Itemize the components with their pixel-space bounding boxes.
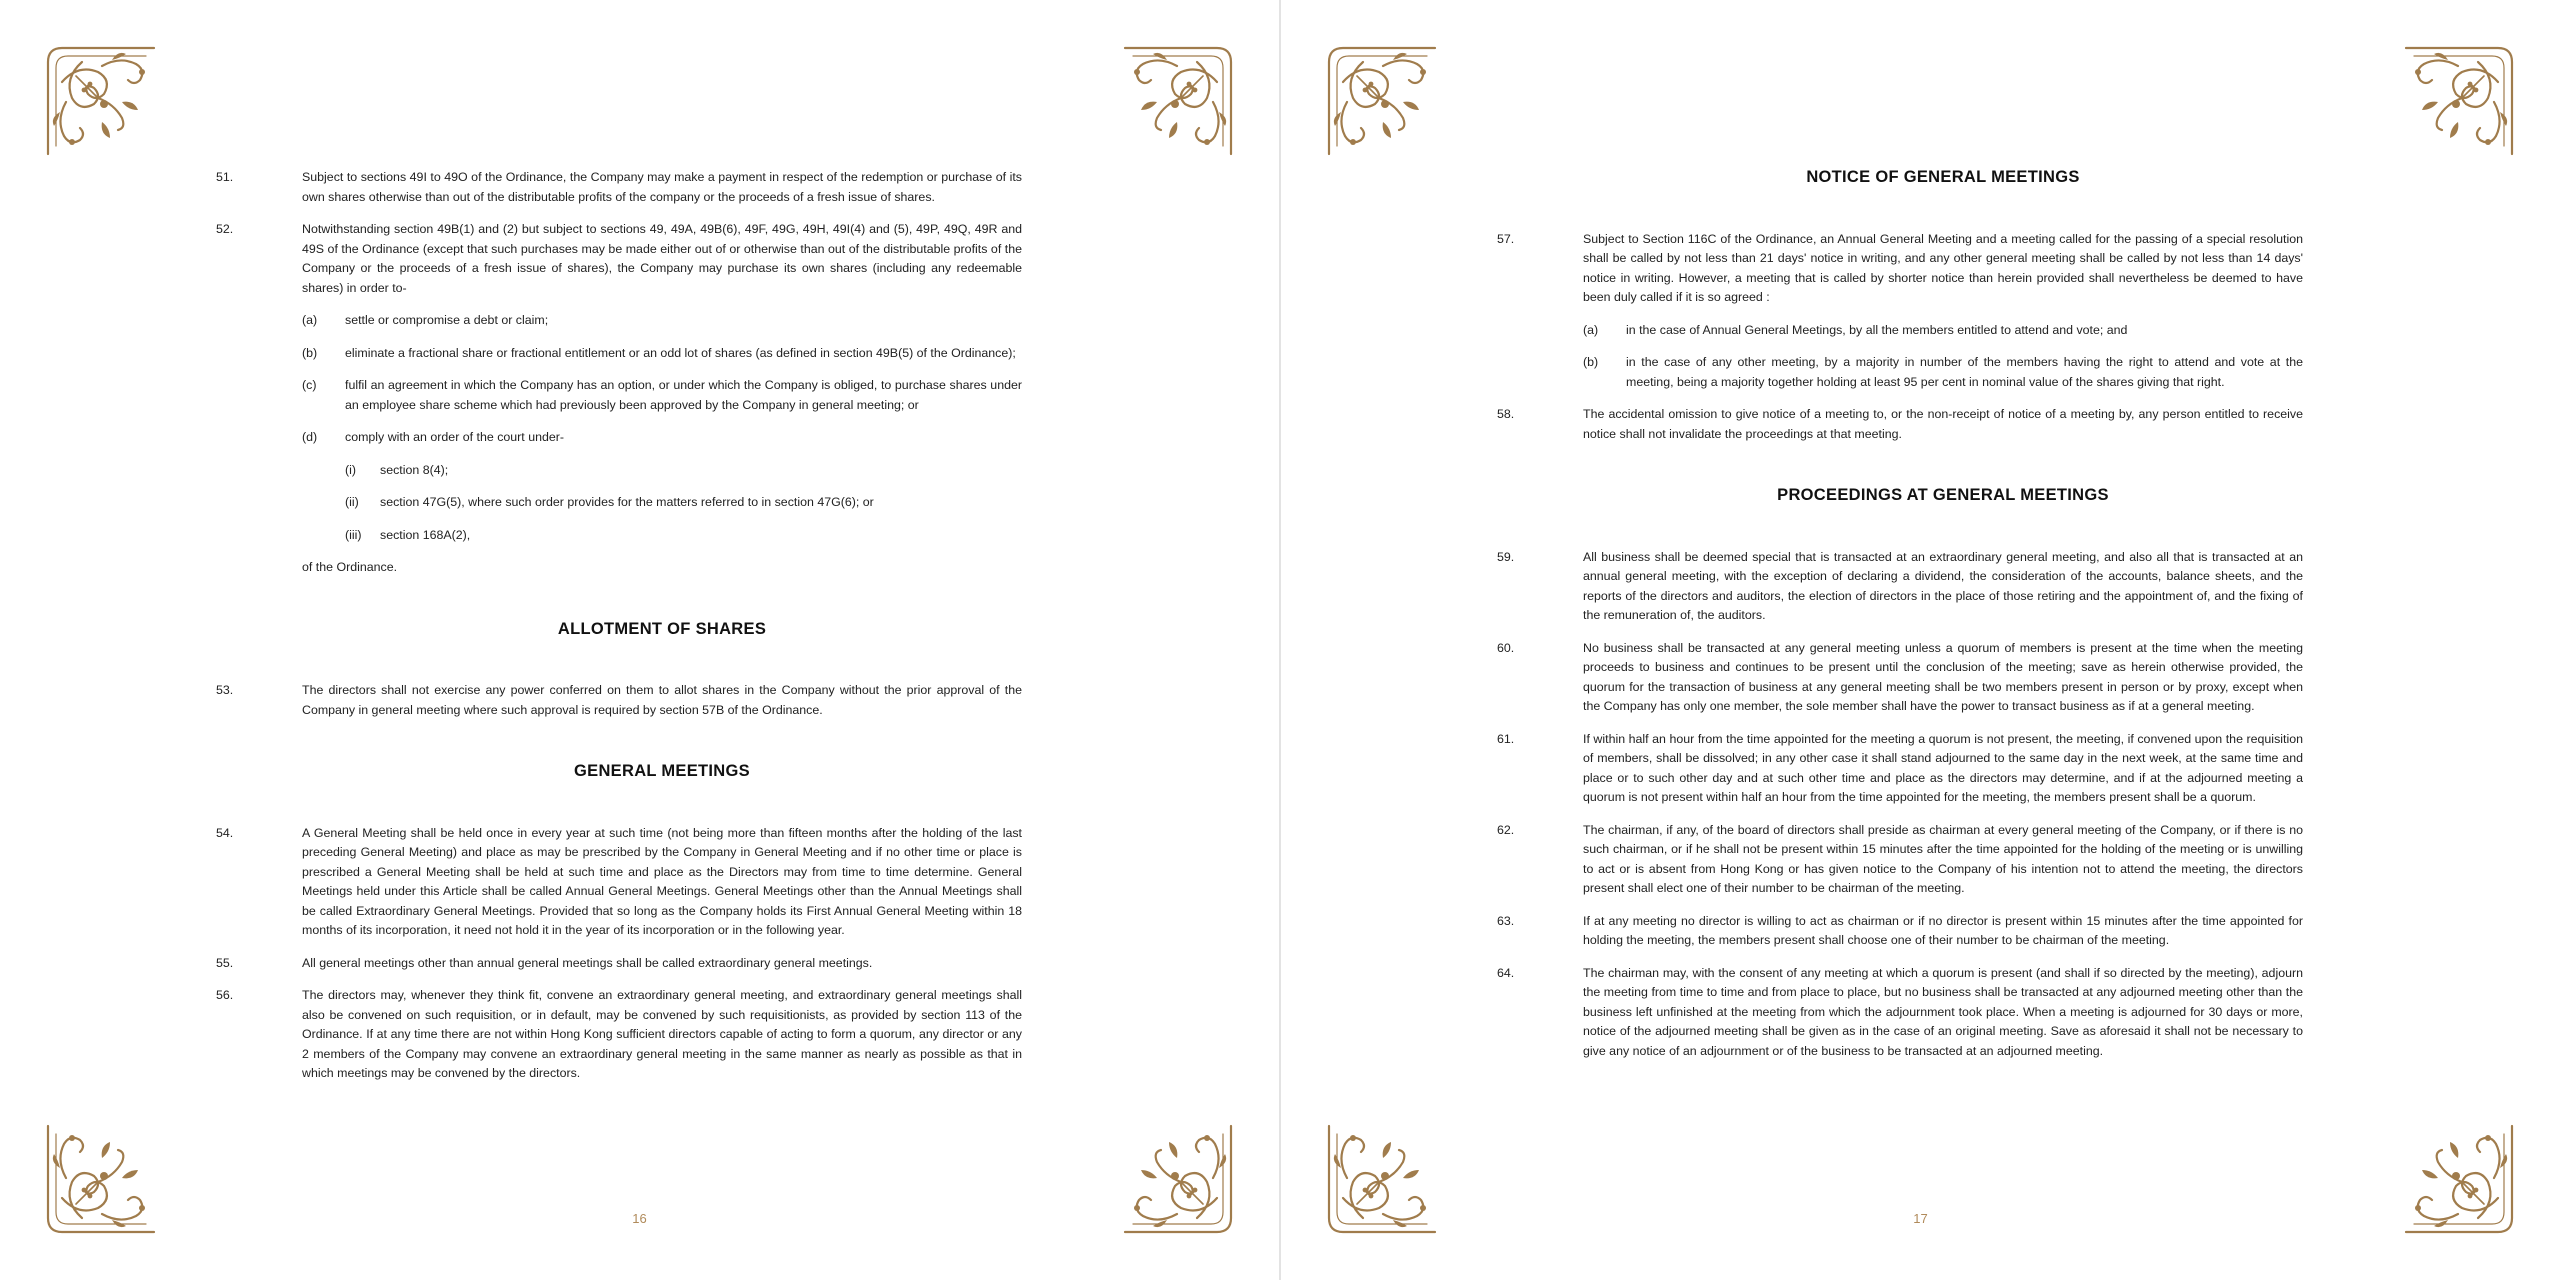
- article-text: All business shall be deemed special that is transacted at an extraordinary general meeting, and also all that is transacted at an annual general meeting, with the exception of declaring a dividend, the consideration of the accounts, balance sheets, and the reports of the directors and auditors, the election of directors in the place of those retiring and the appointment of, and the fixing of the remuneration of, the auditors.: [1583, 549, 2303, 622]
- clause-text: fulfil an agreement in which the Company has an option, or under which the Company is obliged, to purchase shares under an employee share scheme which had previously been approved by the Company in general meeting; or: [345, 378, 1022, 412]
- right-page-content: [1497, 168, 2303, 1074]
- article-52-tail: of the Ordinance.: [302, 560, 398, 574]
- left-page: [0, 0, 1279, 1280]
- article-number: 56.: [216, 988, 234, 1002]
- article-text: If within half an hour from the time appointed for the meeting a quorum is not present, the meeting, if convened upon the requisition of members, shall be dissolved; in any other case it shall stand adjourned to the same day in the next week, at the same time and place or to such other day and at such other time and place as the directors may determine, and if at the adjourned meeting a quorum is not present within half an hour from the time appointed for the meeting, the members present shall be a quorum.: [1583, 731, 2303, 804]
- clause-label: (b): [302, 345, 318, 360]
- subclause-label: (iii): [345, 527, 362, 542]
- article-number: 59.: [1497, 549, 1515, 564]
- article-text: The directors may, whenever they think fit, convene an extraordinary general meeting, and extraordinary general meetings shall also be convened on such requisition, or in default, may be convened by such requisitionists, as provided by section 113 of the Ordinance. If at any time there are not within Hong Kong sufficient directors capable of acting to form a quorum, any director or any 2 members of the Company may convene an extraordinary general meeting in the same manner as nearly as possible as that in which meetings may be convened by the directors.: [302, 988, 1022, 1080]
- section-heading-allotment: ALLOTMENT OF SHARES: [557, 619, 767, 638]
- article-62: [1497, 821, 2303, 899]
- article-number: 63.: [1497, 913, 1515, 928]
- flourish-ornament-icon: [2400, 42, 2518, 160]
- clause-c: [216, 376, 1022, 415]
- clause-a: [216, 311, 1022, 331]
- article-54: [216, 824, 1022, 941]
- article-text: The chairman may, with the consent of any meeting at which a quorum is present (and shall if so directed by the meeting), adjourn the meeting from time to time and from place to place, but no business shall be transacted at any adjourned meeting other than the business left unfinished at the meeting from which the adjournment took place. When a meeting is adjourned for 30 days or more, notice of the adjourned meeting shall be given as in the case of an original meeting. Save as aforesaid it shall not be necessary to give any notice of an adjournment or of the business to be transacted at an adjourned meeting.: [1583, 965, 2303, 1058]
- clause-b: [216, 344, 1022, 364]
- clause-label: (b): [1583, 355, 1599, 369]
- article-text: All general meetings other than annual general meetings shall be called extraordinary general meetings.: [302, 955, 873, 970]
- article-number: 55.: [216, 955, 234, 970]
- flourish-ornament-icon: [1119, 42, 1237, 160]
- subclause-text: section 168A(2),: [380, 527, 471, 542]
- article-59: [1497, 548, 2303, 626]
- section-heading-notice: NOTICE OF GENERAL MEETINGS: [1806, 168, 2080, 186]
- article-text: The chairman, if any, of the board of directors shall preside as chairman at every general meeting of the Company, or if there is no such chairman, or if he shall not be present within 15 minutes after the time appointed for the holding of the meeting or is unwilling to act or is absent from Hong Kong or has given notice to the Company of his intention not to attend the meeting, the directors present shall elect one of their number to be chairman of the meeting.: [1583, 822, 2303, 895]
- subclause-iii: [216, 526, 1022, 546]
- article-57: [1497, 230, 2303, 308]
- article-number: 60.: [1497, 640, 1515, 655]
- article-number: 53.: [216, 683, 234, 697]
- clause-label: (a): [302, 313, 318, 327]
- subclause-i: [216, 461, 1022, 481]
- article-text: The directors shall not exercise any power conferred on them to allot shares in the Company without the prior approval of the Company in general meeting where such approval is required by section 57B of the Ordinance.: [302, 683, 1022, 717]
- clause-text: settle or compromise a debt or claim;: [345, 313, 549, 327]
- clause-label: (d): [302, 430, 318, 444]
- clause-text: in the case of Annual General Meetings, by all the members entitled to attend and vote; and: [1626, 322, 2128, 337]
- article-number: 61.: [1497, 731, 1515, 746]
- clause-label: (a): [1583, 322, 1599, 337]
- article-number: 57.: [1497, 231, 1515, 246]
- article-text: Notwithstanding section 49B(1) and (2) but subject to sections 49, 49A, 49B(6), 49F, 49G, 49H, 49I(4) and (5), 49P, 49Q, 49R and 49S of the Ordinance (except that such purchases may be made either out of or otherwise than out of the distributable profits of the Company or the proceeds of a fresh issue of shares), the Company may purchase its own shares (including any redeemable shares) in order to-: [302, 222, 1022, 295]
- article-64: [1497, 964, 2303, 1062]
- article-51: [216, 168, 1022, 207]
- section-heading-proceedings: PROCEEDINGS AT GENERAL MEETINGS: [1777, 486, 2109, 504]
- clause-a: [1497, 321, 2303, 341]
- article-number: 62.: [1497, 822, 1515, 837]
- article-number: 52.: [216, 222, 234, 236]
- right-page: [1281, 0, 2560, 1280]
- clause-text: eliminate a fractional share or fractional entitlement or an odd lot of shares (as defined in section 49B(5) of the Ordinance);: [345, 345, 1016, 360]
- article-55: [216, 954, 1022, 974]
- article-63: [1497, 912, 2303, 951]
- clause-d: [216, 428, 1022, 448]
- clause-text: comply with an order of the court under-: [345, 430, 565, 444]
- article-number: 58.: [1497, 407, 1515, 421]
- article-text: The accidental omission to give notice of a meeting to, or the non-receipt of notice of a meeting by, any person entitled to receive notice shall not invalidate the proceedings at that meeting.: [1583, 407, 2303, 441]
- article-text: No business shall be transacted at any general meeting unless a quorum of members is present at the time when the meeting proceeds to business and continues to be present until the conclusion of the meeting; save as herein otherwise provided, the quorum for the transaction of business at any general meeting shall be two members present in person or by proxy, except when the Company has only one member, the sole member shall have the power to transact business as if at a general meeting.: [1583, 640, 2303, 713]
- article-53: [216, 681, 1022, 720]
- clause-label: (c): [302, 378, 317, 392]
- article-text: Subject to Section 116C of the Ordinance, an Annual General Meeting and a meeting called for the passing of a special resolution shall be called by not less than 21 days' notice in writing, and any other general meeting shall be called by not less than 14 days' notice in writing. However, a meeting that is called by shorter notice than herein provided shall nevertheless be deemed to have been duly called if it is so agreed :: [1583, 231, 2303, 304]
- subclause-text: section 8(4);: [380, 462, 449, 477]
- subclause-text: section 47G(5), where such order provides for the matters referred to in section 47G(6); or: [380, 495, 874, 509]
- section-heading-general-meetings: GENERAL MEETINGS: [574, 762, 750, 780]
- clause-b: [1497, 353, 2303, 392]
- flourish-ornament-icon: [42, 42, 160, 160]
- article-number: 54.: [216, 825, 234, 840]
- flourish-ornament-icon: [1323, 42, 1441, 160]
- article-58: [1497, 405, 2303, 444]
- article-number: 51.: [216, 170, 234, 184]
- subclause-label: (i): [345, 462, 357, 477]
- article-text: Subject to sections 49I to 49O of the Ordinance, the Company may make a payment in respect of the redemption or purchase of its own shares otherwise than out of the distributable profits of the company or the proceeds of a fresh issue of shares.: [302, 170, 1022, 204]
- article-52: [216, 220, 1022, 298]
- article-61: [1497, 730, 2303, 808]
- article-text: A General Meeting shall be held once in every year at such time (not being more than fifteen months after the holding of the last preceding General Meeting) and place as may be prescribed by the Company in General Meeting and if no other time or place is prescribed a General Meeting shall be held at such time and place as the Directors may from time to time determine. General Meetings held under this Article shall be called Annual General Meetings. General Meetings other than the Annual Meetings shall be called Extraordinary General Meetings. Provided that so long as the Company holds its First Annual General Meeting within 18 months of its incorporation, it need not hold it in the year of its incorporation or in the following year.: [302, 825, 1022, 937]
- clause-text: in the case of any other meeting, by a majority in number of the members having the right to attend and vote at the meeting, being a majority together holding at least 95 per cent in nominal value of the shares giving that right.: [1626, 355, 2303, 389]
- article-56: [216, 986, 1022, 1084]
- subclause-ii: [216, 493, 1022, 513]
- article-number: 64.: [1497, 965, 1515, 980]
- article-text: If at any meeting no director is willing to act as chairman or if no director is present within 15 minutes after the time appointed for holding the meeting, the members present shall choose one of their number to be chairman of the meeting.: [1583, 913, 2303, 947]
- page-number: 16: [632, 1211, 647, 1226]
- left-page-content: [216, 168, 1022, 1097]
- subclause-label: (ii): [345, 495, 359, 509]
- page-number: 17: [1913, 1211, 1928, 1226]
- article-60: [1497, 639, 2303, 717]
